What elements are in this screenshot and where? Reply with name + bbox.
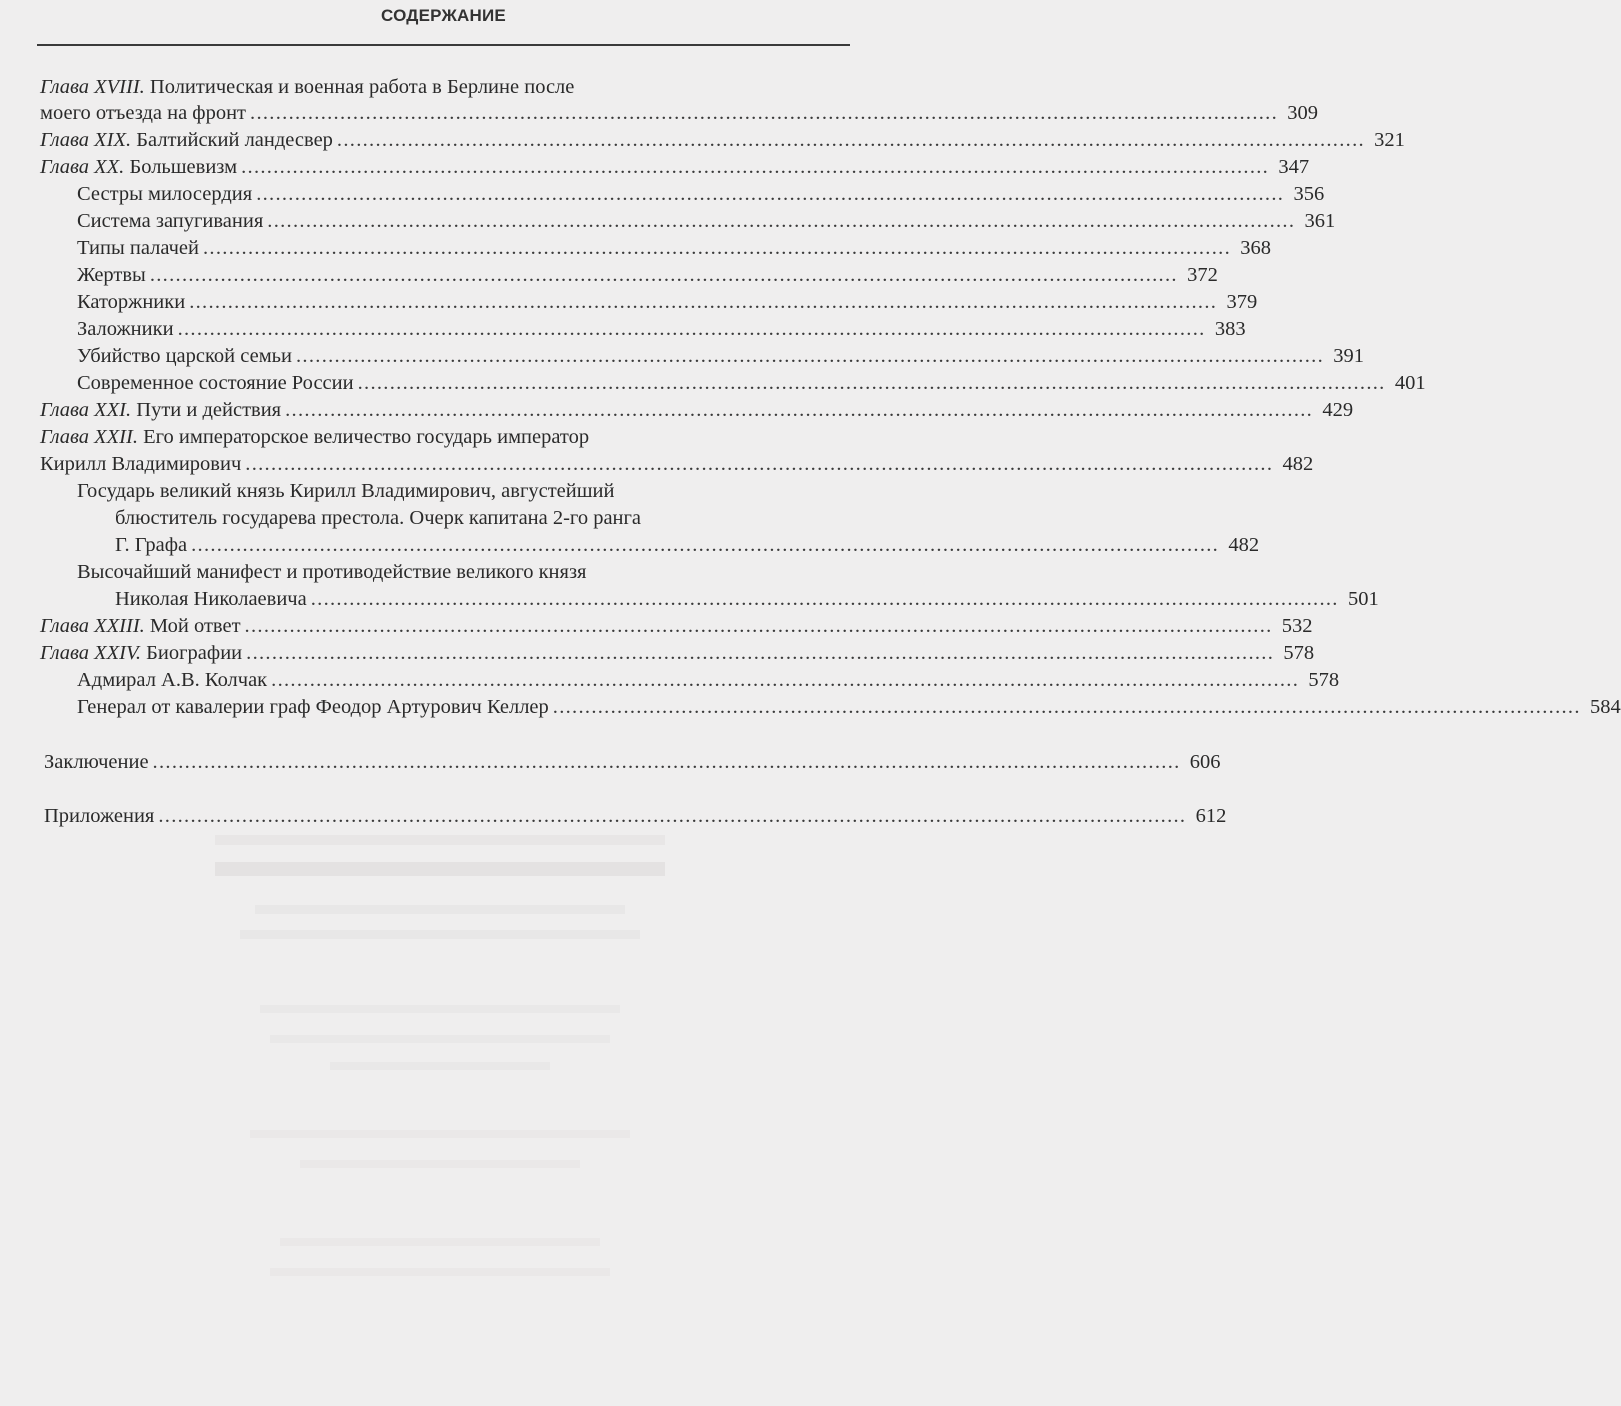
dot-leader: ................................................................................................................................................................	[336, 129, 1365, 151]
page-number: 383	[1214, 318, 1246, 340]
page-number: 368	[1240, 237, 1271, 259]
dot-leader: ................................................................................................................................................................	[296, 345, 1324, 367]
entry-title: Генерал от кавалерии граф Феодор Артурович Келлер	[77, 696, 549, 718]
toc-entry	[40, 100, 1319, 126]
toc-entry	[115, 532, 1260, 558]
toc-entry	[40, 451, 1314, 477]
entry-title: Государь великий князь Кирилл Владимирович, августейший	[77, 480, 615, 502]
chapter-label: Глава XXIII.	[40, 615, 145, 637]
entry-title: Каторжники	[77, 291, 186, 313]
entry-title: Заложники	[77, 318, 174, 340]
dot-leader: ................................................................................................................................................................	[285, 399, 1314, 421]
page-number: 578	[1283, 642, 1315, 664]
dot-leader: ................................................................................................................................................................	[256, 183, 1285, 205]
entry-title: Система запугивания	[77, 210, 264, 232]
toc-entry	[77, 316, 1246, 342]
dot-leader: ................................................................................................................................................................	[191, 534, 1220, 556]
dot-leader: ................................................................................................................................................................	[177, 318, 1206, 340]
entry-title: Большевизм	[129, 156, 238, 178]
dot-leader: ................................................................................................................................................................	[189, 291, 1218, 313]
dot-leader: ................................................................................................................................................................	[267, 210, 1296, 232]
page-number: 482	[1228, 534, 1260, 556]
entry-title: Жертвы	[77, 264, 146, 286]
dot-leader: ................................................................................................................................................................	[203, 237, 1231, 259]
dot-leader: ................................................................................................................................................................	[357, 372, 1386, 394]
entry-title: Пути и действия	[136, 399, 282, 421]
toc-entry	[44, 749, 1221, 775]
page-number: 578	[1308, 669, 1340, 691]
toc-entry	[77, 181, 1325, 207]
toc-entry	[77, 208, 1336, 234]
toc-entry	[40, 640, 1315, 666]
page-number: 584	[1590, 696, 1621, 718]
entry-title: Биографии	[146, 642, 243, 664]
toc-entry	[40, 127, 1405, 153]
entry-title: Г. Графа	[115, 534, 188, 556]
toc-entry	[77, 667, 1340, 693]
entry-title: Адмирал А.В. Колчак	[77, 669, 268, 691]
toc-entry	[77, 478, 850, 504]
page-number: 391	[1333, 345, 1364, 367]
dot-leader: ................................................................................................................................................................	[310, 588, 1339, 610]
toc-entry	[77, 262, 1218, 288]
entry-title: Приложения	[44, 805, 155, 827]
chapter-label: Глава XXIV.	[40, 642, 142, 664]
entry-title: Типы палачей	[77, 237, 199, 259]
page-number: 482	[1282, 453, 1314, 475]
entry-title: Политическая и военная работа в Берлине после	[149, 76, 575, 98]
entry-title: Заключение	[44, 751, 149, 773]
toc-entry	[77, 559, 850, 585]
toc-entry	[115, 586, 1379, 612]
entry-title: Современное состояние России	[77, 372, 354, 394]
dot-leader: ................................................................................................................................................................	[152, 751, 1181, 773]
toc-entry	[77, 343, 1364, 369]
page-number: 356	[1293, 183, 1325, 205]
dot-leader: ................................................................................................................................................................	[241, 156, 1270, 178]
toc-entry	[77, 694, 1621, 720]
chapter-label: Глава XXII.	[40, 426, 138, 448]
toc-entry	[77, 235, 1271, 261]
entry-title: Кирилл Владимирович	[40, 453, 242, 475]
page-number: 379	[1226, 291, 1258, 313]
page-number: 361	[1304, 210, 1336, 232]
entry-title: Его императорское величество государь император	[143, 426, 590, 448]
entry-title: Мой ответ	[149, 615, 241, 637]
dot-leader: ................................................................................................................................................................	[244, 615, 1273, 637]
page-number: 347	[1278, 156, 1310, 178]
entry-title: моего отъезда на фронт	[40, 102, 247, 124]
entry-title: Убийство царской семьи	[77, 345, 292, 367]
page-number: 321	[1374, 129, 1405, 151]
toc-entry	[40, 154, 1310, 180]
page-number: 372	[1187, 264, 1218, 286]
chapter-label: Глава XX.	[40, 156, 125, 178]
page-number: 532	[1281, 615, 1313, 637]
dot-leader: ................................................................................................................................................................	[271, 669, 1300, 691]
dot-leader: ................................................................................................................................................................	[149, 264, 1178, 286]
toc-entry	[40, 424, 850, 450]
dot-leader: ................................................................................................................................................................	[246, 642, 1275, 664]
dot-leader: ................................................................................................................................................................	[250, 102, 1279, 124]
entry-title: Николая Николаевича	[115, 588, 307, 610]
toc-entry	[40, 74, 850, 100]
toc-entry	[77, 370, 1426, 396]
toc-entry	[115, 505, 850, 531]
page-number: 501	[1347, 588, 1379, 610]
page-title: СОДЕРЖАНИЕ	[381, 6, 506, 25]
page-number: 401	[1394, 372, 1426, 394]
chapter-label: Глава XIX.	[40, 129, 132, 151]
page-number: 309	[1287, 102, 1319, 124]
page-number: 606	[1189, 751, 1221, 773]
toc-entry	[40, 397, 1354, 423]
toc-entry	[40, 613, 1313, 639]
page-number: 429	[1322, 399, 1354, 421]
toc-entry	[44, 803, 1227, 829]
page-number: 612	[1195, 805, 1227, 827]
entry-title: Сестры милосердия	[77, 183, 253, 205]
entry-title: Балтийский ландесвер	[136, 129, 333, 151]
chapter-label: Глава XXI.	[40, 399, 132, 421]
entry-title: Высочайший манифест и противодействие великого князя	[77, 561, 587, 583]
dot-leader: ................................................................................................................................................................	[245, 453, 1274, 475]
toc-entry	[77, 289, 1258, 315]
entry-title: блюститель государева престола. Очерк капитана 2-го ранга	[115, 507, 642, 529]
dot-leader: ................................................................................................................................................................	[158, 805, 1187, 827]
chapter-label: Глава XVIII.	[40, 76, 145, 98]
dot-leader: ................................................................................................................................................................	[552, 696, 1581, 718]
